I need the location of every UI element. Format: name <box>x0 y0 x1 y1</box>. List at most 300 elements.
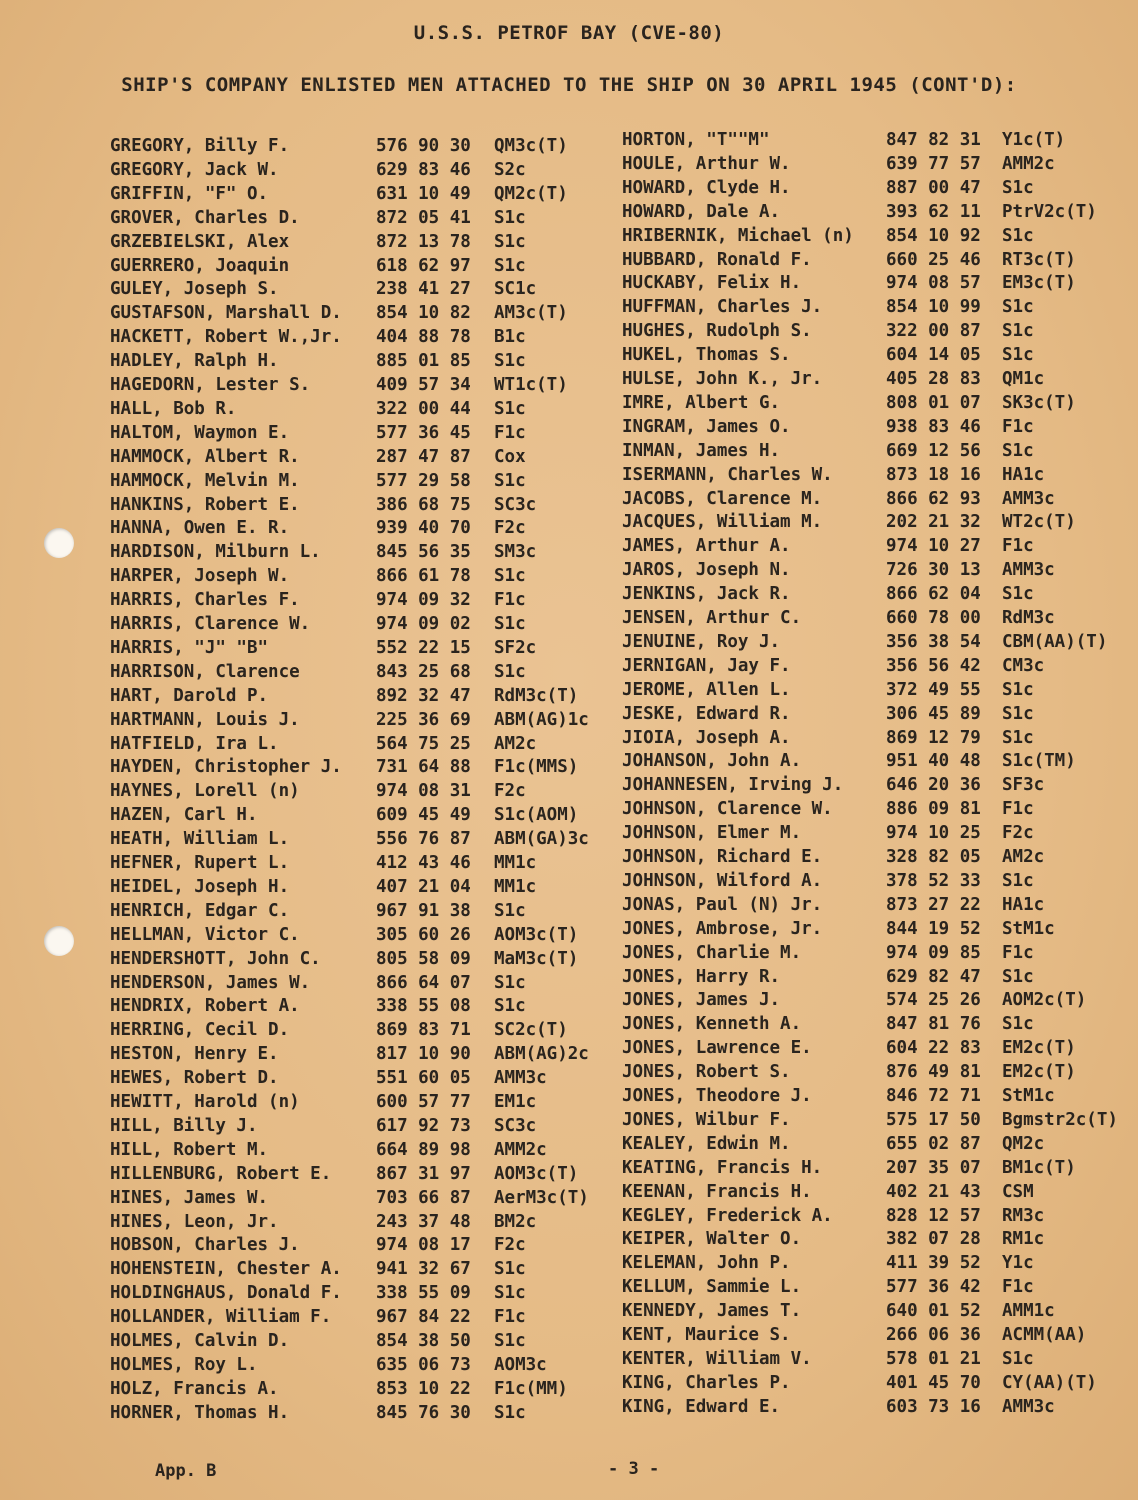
rating: AMM3c <box>1002 1396 1055 1417</box>
sailor-name: JONES, Charlie M. <box>622 942 802 963</box>
service-number: 847 82 31 <box>886 130 981 150</box>
sailor-name: HAYDEN, Christopher J. <box>110 757 342 778</box>
service-number: 847 81 76 <box>886 1014 981 1035</box>
sailor-name: JONES, Robert S. <box>622 1062 791 1083</box>
service-number: 885 01 85 <box>376 351 471 372</box>
rating: S1c <box>1002 966 1034 987</box>
service-number: 328 82 05 <box>886 847 981 867</box>
sailor-name: HEWES, Robert D. <box>110 1068 279 1089</box>
service-number: 551 60 05 <box>376 1068 471 1089</box>
sailor-name: JOHNSON, Clarence W. <box>622 799 833 820</box>
rating: S1c <box>494 207 526 228</box>
sailor-name: KING, Charles P. <box>622 1372 791 1393</box>
sailor-name: HANKINS, Robert E. <box>110 494 300 515</box>
binder-hole-upper <box>44 528 74 558</box>
rating: F1c <box>494 590 526 611</box>
sailor-name: JENKINS, Jack R. <box>622 584 791 605</box>
rating: S1c <box>1002 727 1034 748</box>
rating: Y1c <box>1002 1253 1034 1274</box>
sailor-name: HALTOM, Waymon E. <box>110 422 290 443</box>
service-number: 409 57 34 <box>376 375 471 395</box>
rating: Y1c(T) <box>1002 130 1066 150</box>
rating: S1c <box>1002 703 1034 724</box>
service-number: 974 10 25 <box>886 823 981 844</box>
sailor-name: KELLUM, Sammie L. <box>622 1277 802 1298</box>
service-number: 407 21 04 <box>376 876 471 897</box>
service-number: 866 64 07 <box>376 972 471 993</box>
service-number: 817 10 90 <box>376 1044 471 1065</box>
service-number: 854 10 99 <box>886 297 981 318</box>
rating: AOM3c <box>494 1354 547 1375</box>
sailor-name: JONES, Kenneth A. <box>622 1014 802 1035</box>
service-number: 660 25 46 <box>886 249 981 270</box>
sailor-name: HALL, Bob R. <box>110 398 237 419</box>
service-number: 356 56 42 <box>886 655 981 676</box>
rating: S1c <box>494 398 526 419</box>
rating: AMM2c <box>494 1139 547 1160</box>
sailor-name: KEALEY, Edwin M. <box>622 1133 791 1154</box>
sailor-name: KEENAN, Francis H. <box>622 1181 812 1202</box>
sailor-name: GRIFFIN, "F" O. <box>110 183 269 204</box>
rating: AM2c <box>494 733 537 754</box>
rating: S1c(TM) <box>1002 751 1076 772</box>
service-number: 872 13 78 <box>376 231 471 252</box>
service-number: 866 62 93 <box>886 488 981 509</box>
rating: RM1c <box>1002 1229 1045 1250</box>
rating: MM1c <box>494 853 537 873</box>
rating: AMM3c <box>1002 488 1055 509</box>
sailor-name: HADLEY, Ralph H. <box>110 351 279 372</box>
rating: AM3c(T) <box>494 303 568 324</box>
service-number: 869 12 79 <box>886 727 981 748</box>
service-number: 402 21 43 <box>886 1181 981 1202</box>
service-number: 854 10 82 <box>376 303 471 324</box>
rating: S1c <box>1002 440 1034 461</box>
rating: RT3c(T) <box>1002 249 1076 270</box>
sailor-name: HOHENSTEIN, Chester A. <box>110 1259 342 1280</box>
rating: F1c <box>494 1307 526 1328</box>
rating: S1c <box>494 900 526 921</box>
sailor-name: IMRE, Albert G. <box>622 392 781 413</box>
sailor-name: HARRIS, Clarence W. <box>110 614 311 634</box>
service-number: 635 06 73 <box>376 1354 471 1375</box>
sailor-name: HAZEN, Carl H. <box>110 805 258 826</box>
service-number: 886 09 81 <box>886 799 981 820</box>
sailor-name: KENNEDY, James T. <box>622 1301 802 1322</box>
sailor-name: HESTON, Henry E. <box>110 1044 279 1065</box>
sailor-name: HORNER, Thomas H. <box>110 1402 290 1423</box>
service-number: 617 92 73 <box>376 1115 471 1136</box>
rating: QM2c(T) <box>494 183 568 204</box>
service-number: 974 09 32 <box>376 590 471 611</box>
rating: S1c <box>494 351 526 372</box>
sailor-name: HELLMAN, Victor C. <box>110 924 300 945</box>
rating: AOM3c(T) <box>494 924 579 945</box>
rating: QM3c(T) <box>494 136 568 156</box>
sailor-name: HART, Darold P. <box>110 685 269 706</box>
service-number: 629 82 47 <box>886 966 981 987</box>
rating: S1c <box>494 470 526 491</box>
service-number: 404 88 78 <box>376 327 471 348</box>
service-number: 866 61 78 <box>376 566 471 587</box>
service-number: 664 89 98 <box>376 1139 471 1160</box>
service-number: 974 08 17 <box>376 1235 471 1256</box>
sailor-name: JACOBS, Clarence M. <box>622 488 823 509</box>
rating: F1c(MM) <box>494 1378 568 1399</box>
service-number: 225 36 69 <box>376 709 471 730</box>
sailor-name: KENTER, William V. <box>622 1348 812 1369</box>
sailor-name: JOHANSON, John A. <box>622 751 802 772</box>
rating: S1c <box>494 566 526 587</box>
service-number: 655 02 87 <box>886 1133 981 1154</box>
rating: S1c <box>494 1402 526 1423</box>
rating: CY(AA)(T) <box>1002 1372 1097 1393</box>
rating: QM2c <box>1002 1133 1045 1154</box>
service-number: 600 57 77 <box>376 1092 471 1112</box>
sailor-name: GROVER, Charles D. <box>110 207 300 228</box>
rating: F1c <box>1002 799 1034 820</box>
sailor-name: KEIPER, Walter O. <box>622 1229 802 1250</box>
service-number: 974 09 02 <box>376 614 471 634</box>
rating: F2c <box>494 1235 526 1256</box>
service-number: 939 40 70 <box>376 518 471 539</box>
sailor-name: KENT, Maurice S. <box>622 1325 791 1345</box>
sailor-name: KELEMAN, John P. <box>622 1253 791 1274</box>
rating: WT1c(T) <box>494 375 568 395</box>
service-number: 238 41 27 <box>376 279 471 300</box>
ship-title: U.S.S. PETROF BAY (CVE-80) <box>413 22 725 44</box>
service-number: 207 35 07 <box>886 1157 981 1178</box>
sailor-name: HOLDINGHAUS, Donald F. <box>110 1283 342 1304</box>
sailor-name: HARRIS, "J" "B" <box>110 637 269 658</box>
sailor-name: KEATING, Francis H. <box>622 1157 823 1178</box>
service-number: 867 31 97 <box>376 1163 471 1184</box>
sailor-name: HARDISON, Milburn L. <box>110 542 321 563</box>
service-number: 974 08 57 <box>886 273 981 294</box>
rating: S1c <box>494 231 526 252</box>
rating: RdM3c(T) <box>494 685 579 706</box>
sailor-name: JENUINE, Roy J. <box>622 631 781 652</box>
rating: SK3c(T) <box>1002 392 1076 413</box>
sailor-name: HAGEDORN, Lester S. <box>110 375 311 395</box>
rating: SC3c <box>494 494 537 515</box>
sailor-name: JENSEN, Arthur C. <box>622 608 802 628</box>
sailor-name: INMAN, James H. <box>622 440 781 461</box>
right-roster-column <box>622 130 1134 1430</box>
sailor-name: JONES, James J. <box>622 990 781 1011</box>
sailor-name: HINES, Leon, Jr. <box>110 1211 279 1232</box>
service-number: 338 55 08 <box>376 996 471 1017</box>
rating: StM1c <box>1002 1086 1055 1106</box>
sailor-name: HILL, Robert M. <box>110 1139 269 1160</box>
service-number: 974 08 31 <box>376 781 471 802</box>
rating: HA1c <box>1002 464 1045 485</box>
service-number: 731 64 88 <box>376 757 471 778</box>
rating: BM2c <box>494 1211 537 1232</box>
sailor-name: HOBSON, Charles J. <box>110 1235 300 1256</box>
appendix-label: App. B <box>155 1461 217 1481</box>
rating: S1c <box>1002 297 1034 318</box>
service-number: 828 12 57 <box>886 1205 981 1226</box>
sailor-name: GUSTAFSON, Marshall D. <box>110 303 342 324</box>
sailor-name: GUERRERO, Joaquin <box>110 255 290 276</box>
service-number: 938 83 46 <box>886 416 981 437</box>
rating: S1c <box>494 1331 526 1351</box>
rating: F1c <box>1002 536 1034 557</box>
rating: ABM(AG)1c <box>494 709 589 730</box>
sailor-name: HOLMES, Calvin D. <box>110 1331 290 1351</box>
service-number: 853 10 22 <box>376 1378 471 1399</box>
rating: S1c <box>1002 584 1034 605</box>
rating: S1c <box>1002 1014 1034 1035</box>
sailor-name: HEIDEL, Joseph H. <box>110 876 290 897</box>
service-number: 873 27 22 <box>886 894 981 915</box>
service-number: 887 00 47 <box>886 177 981 198</box>
rating: SC1c <box>494 279 537 300</box>
rating: S1c <box>1002 679 1034 700</box>
page-number: - 3 - <box>608 1459 660 1479</box>
service-number: 844 19 52 <box>886 918 981 939</box>
service-number: 578 01 21 <box>886 1348 981 1369</box>
rating: Cox <box>494 446 526 467</box>
rating: AerM3c(T) <box>494 1187 589 1208</box>
service-number: 618 62 97 <box>376 255 471 276</box>
rating: CSM <box>1002 1181 1034 1202</box>
service-number: 808 01 07 <box>886 392 981 413</box>
sailor-name: HENDERSON, James W. <box>110 972 311 993</box>
rating: WT2c(T) <box>1002 512 1076 533</box>
rating: ACMM(AA) <box>1002 1325 1087 1345</box>
sailor-name: HULSE, John K., Jr. <box>622 369 823 389</box>
rating: S2c <box>494 159 526 180</box>
sailor-name: HOWARD, Clyde H. <box>622 177 791 198</box>
service-number: 576 90 30 <box>376 136 471 156</box>
sailor-name: JONES, Lawrence E. <box>622 1038 812 1059</box>
sailor-name: JOHNSON, Richard E. <box>622 847 823 867</box>
service-number: 322 00 44 <box>376 398 471 419</box>
sailor-name: INGRAM, James O. <box>622 416 791 437</box>
service-number: 577 36 42 <box>886 1277 981 1298</box>
sailor-name: HERRING, Cecil D. <box>110 1020 290 1041</box>
sailor-name: JAMES, Arthur A. <box>622 536 791 557</box>
sailor-name: JOHNSON, Elmer M. <box>622 823 802 844</box>
sailor-name: HUFFMAN, Charles J. <box>622 297 823 318</box>
rating: RdM3c <box>1002 608 1055 628</box>
rating: StM1c <box>1002 918 1055 939</box>
sailor-name: JONES, Theodore J. <box>622 1086 812 1106</box>
service-number: 382 07 28 <box>886 1229 981 1250</box>
sailor-name: HUGHES, Rudolph S. <box>622 321 812 342</box>
service-number: 266 06 36 <box>886 1325 981 1345</box>
service-number: 629 83 46 <box>376 159 471 180</box>
service-number: 577 29 58 <box>376 470 471 491</box>
rating: AMM3c <box>1002 560 1055 581</box>
sailor-name: JOHANNESEN, Irving J. <box>622 775 844 796</box>
sailor-name: HOLZ, Francis A. <box>110 1378 279 1399</box>
sailor-name: JACQUES, William M. <box>622 512 823 533</box>
service-number: 552 22 15 <box>376 637 471 658</box>
service-number: 951 40 48 <box>886 751 981 772</box>
sailor-name: HENDRIX, Robert A. <box>110 996 300 1017</box>
rating: S1c <box>494 1259 526 1280</box>
service-number: 243 37 48 <box>376 1211 471 1232</box>
service-number: 669 12 56 <box>886 440 981 461</box>
sailor-name: ISERMANN, Charles W. <box>622 464 833 485</box>
rating: CM3c <box>1002 655 1045 676</box>
service-number: 372 49 55 <box>886 679 981 700</box>
rating: AM2c <box>1002 847 1045 867</box>
rating: F1c <box>494 422 526 443</box>
rating: B1c <box>494 327 526 348</box>
rating: QM1c <box>1002 369 1045 389</box>
binder-hole-lower <box>44 926 74 956</box>
sailor-name: GREGORY, Billy F. <box>110 136 290 156</box>
rating: MM1c <box>494 876 537 897</box>
rating: EM2c(T) <box>1002 1062 1076 1083</box>
sailor-name: HENDERSHOTT, John C. <box>110 948 321 969</box>
rating: S1c <box>494 661 526 682</box>
rating: SM3c <box>494 542 537 563</box>
rating: EM1c <box>494 1092 537 1112</box>
service-number: 845 76 30 <box>376 1402 471 1423</box>
service-number: 306 45 89 <box>886 703 981 724</box>
rating: S1c <box>1002 225 1034 246</box>
sailor-name: JONAS, Paul (N) Jr. <box>622 894 823 915</box>
rating: F1c <box>1002 942 1034 963</box>
rating: AMM2c <box>1002 153 1055 174</box>
service-number: 646 20 36 <box>886 775 981 796</box>
sailor-name: HUKEL, Thomas S. <box>622 345 791 366</box>
service-number: 287 47 87 <box>376 446 471 467</box>
service-number: 639 77 57 <box>886 153 981 174</box>
rating: PtrV2c(T) <box>1002 201 1097 222</box>
rating: AOM2c(T) <box>1002 990 1087 1011</box>
rating: F1c <box>1002 1277 1034 1298</box>
rating: SC3c <box>494 1115 537 1136</box>
rating: SC2c(T) <box>494 1020 568 1041</box>
rating: F1c(MMS) <box>494 757 579 778</box>
service-number: 412 43 46 <box>376 853 471 873</box>
service-number: 556 76 87 <box>376 829 471 850</box>
service-number: 393 62 11 <box>886 201 981 222</box>
sailor-name: GULEY, Joseph S. <box>110 279 279 300</box>
service-number: 574 25 26 <box>886 990 981 1011</box>
service-number: 967 91 38 <box>376 900 471 921</box>
service-number: 873 18 16 <box>886 464 981 485</box>
service-number: 640 01 52 <box>886 1301 981 1322</box>
rating: S1c <box>494 255 526 276</box>
rating: S1c <box>494 1283 526 1304</box>
rating: F2c <box>1002 823 1034 844</box>
service-number: 866 62 04 <box>886 584 981 605</box>
service-number: 805 58 09 <box>376 948 471 969</box>
service-number: 378 52 33 <box>886 870 981 891</box>
sailor-name: HARPER, Joseph W. <box>110 566 290 587</box>
rating: EM3c(T) <box>1002 273 1076 294</box>
rating: CBM(AA)(T) <box>1002 631 1108 652</box>
rating: RM3c <box>1002 1205 1045 1226</box>
rating: S1c <box>1002 321 1034 342</box>
sailor-name: HILL, Billy J. <box>110 1115 258 1136</box>
service-number: 846 72 71 <box>886 1086 981 1106</box>
service-number: 974 09 85 <box>886 942 981 963</box>
sailor-name: GREGORY, Jack W. <box>110 159 279 180</box>
sailor-name: HEFNER, Rupert L. <box>110 853 290 873</box>
sailor-name: HUBBARD, Ronald F. <box>622 249 812 270</box>
service-number: 305 60 26 <box>376 924 471 945</box>
sailor-name: HATFIELD, Ira L. <box>110 733 279 754</box>
service-number: 386 68 75 <box>376 494 471 515</box>
sailor-name: HARRISON, Clarence <box>110 661 300 682</box>
service-number: 967 84 22 <box>376 1307 471 1328</box>
sailor-name: HOLLANDER, William F. <box>110 1307 332 1328</box>
sailor-name: JAROS, Joseph N. <box>622 560 791 581</box>
sailor-name: JIOIA, Joseph A. <box>622 727 791 748</box>
rating: S1c <box>1002 345 1034 366</box>
sailor-name: JONES, Ambrose, Jr. <box>622 918 823 939</box>
rating: MaM3c(T) <box>494 948 579 969</box>
sailor-name: HENRICH, Edgar C. <box>110 900 290 921</box>
service-number: 974 10 27 <box>886 536 981 557</box>
sailor-name: HOWARD, Dale A. <box>622 201 781 222</box>
sailor-name: HOLMES, Roy L. <box>110 1354 258 1375</box>
service-number: 411 39 52 <box>886 1253 981 1274</box>
service-number: 660 78 00 <box>886 608 981 628</box>
service-number: 876 49 81 <box>886 1062 981 1083</box>
service-number: 854 10 92 <box>886 225 981 246</box>
service-number: 322 00 87 <box>886 321 981 342</box>
rating: S1c <box>494 996 526 1017</box>
service-number: 941 32 67 <box>376 1259 471 1280</box>
service-number: 603 73 16 <box>886 1396 981 1417</box>
sailor-name: JONES, Harry R. <box>622 966 781 987</box>
service-number: 854 38 50 <box>376 1331 471 1351</box>
rating: S1c <box>1002 870 1034 891</box>
rating: ABM(GA)3c <box>494 829 589 850</box>
sailor-name: HUCKABY, Felix H. <box>622 273 802 294</box>
sailor-name: JONES, Wilbur F. <box>622 1109 791 1130</box>
service-number: 631 10 49 <box>376 183 471 204</box>
sailor-name: HAYNES, Lorell (n) <box>110 781 300 802</box>
service-number: 564 75 25 <box>376 733 471 754</box>
sailor-name: JERNIGAN, Jay F. <box>622 655 791 676</box>
rating: S1c <box>1002 1348 1034 1369</box>
sailor-name: GRZEBIELSKI, Alex <box>110 231 290 252</box>
service-number: 609 45 49 <box>376 805 471 826</box>
rating: Bgmstr2c(T) <box>1002 1109 1118 1130</box>
sailor-name: HACKETT, Robert W.,Jr. <box>110 327 342 348</box>
sailor-name: JESKE, Edward R. <box>622 703 791 724</box>
sailor-name: HINES, James W. <box>110 1187 269 1208</box>
rating: S1c(AOM) <box>494 805 579 826</box>
rating: S1c <box>494 972 526 993</box>
sailor-name: HARRIS, Charles F. <box>110 590 300 611</box>
service-number: 604 14 05 <box>886 345 981 366</box>
service-number: 845 56 35 <box>376 542 471 563</box>
rating: SF2c <box>494 637 537 658</box>
service-number: 338 55 09 <box>376 1283 471 1304</box>
service-number: 869 83 71 <box>376 1020 471 1041</box>
sailor-name: KING, Edward E. <box>622 1396 781 1417</box>
service-number: 575 17 50 <box>886 1109 981 1130</box>
sailor-name: HEATH, William L. <box>110 829 290 850</box>
sailor-name: HANNA, Owen E. R. <box>110 518 290 539</box>
service-number: 356 38 54 <box>886 631 981 652</box>
service-number: 703 66 87 <box>376 1187 471 1208</box>
sailor-name: HRIBERNIK, Michael (n) <box>622 225 854 246</box>
left-roster-column <box>110 136 630 1436</box>
rating: HA1c <box>1002 894 1045 915</box>
